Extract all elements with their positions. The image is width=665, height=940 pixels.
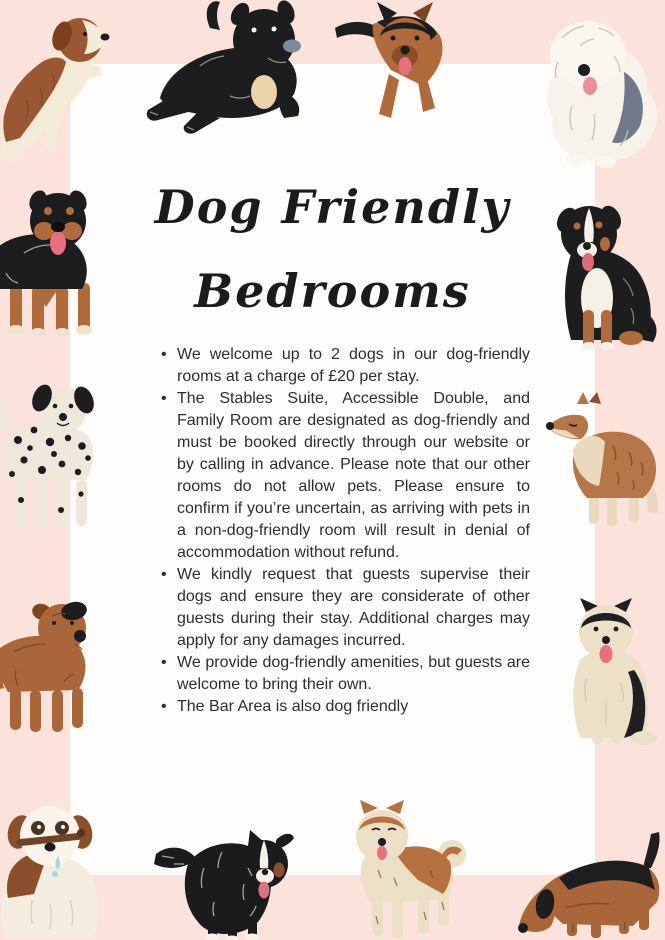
dog-spaniel-jumping-illustration [0, 4, 118, 164]
dog-black-mastiff-lying-illustration [140, 0, 312, 136]
dog-akita-illustration [336, 800, 472, 940]
policy-item: • We kindly request that guests supervise their dogs and ensure they are considerate of other guests during their stay. Additional charges may apply for any damages incurred. [160, 564, 530, 652]
dog-rough-collie-illustration [543, 388, 665, 528]
dog-old-english-sheepdog-illustration [528, 10, 665, 168]
dog-rottweiler-illustration [0, 183, 108, 336]
dog-husky-illustration [556, 598, 665, 748]
policy-item: • The Bar Area is also dog friendly [160, 696, 530, 718]
policy-item: • The Stables Suite, Accessible Double, and Family Room are designated as dog-friendly and must be booked directly through our website or by calling in advance. Please note that our other rooms do not allow pets. Please ensure to confirm if you’re uncertain, as arriving with pets in a non-dog-friendly room will result in denial of accommodation without refund. [160, 388, 530, 564]
dog-st-bernard-with-stick-illustration [0, 800, 116, 940]
policy-list [160, 344, 530, 718]
poster-title-line1: Dog Friendly [154, 180, 511, 234]
dog-brown-mastiff-illustration [0, 596, 102, 734]
policy-item: • We provide dog-friendly amenities, but guests are welcome to bring their own. [160, 652, 530, 696]
policy-item: • We welcome up to 2 dogs in our dog-friendly rooms at a charge of £20 per stay. [160, 344, 530, 388]
dog-hound-sniffing-illustration [515, 828, 665, 940]
dog-bernese-mountain-dog-illustration [543, 198, 665, 350]
dog-border-collie-illustration [152, 818, 304, 940]
poster-title-line2: Bedrooms [194, 264, 471, 318]
dog-dalmatian-illustration [0, 378, 110, 532]
dog-german-shepherd-illustration [333, 0, 475, 126]
